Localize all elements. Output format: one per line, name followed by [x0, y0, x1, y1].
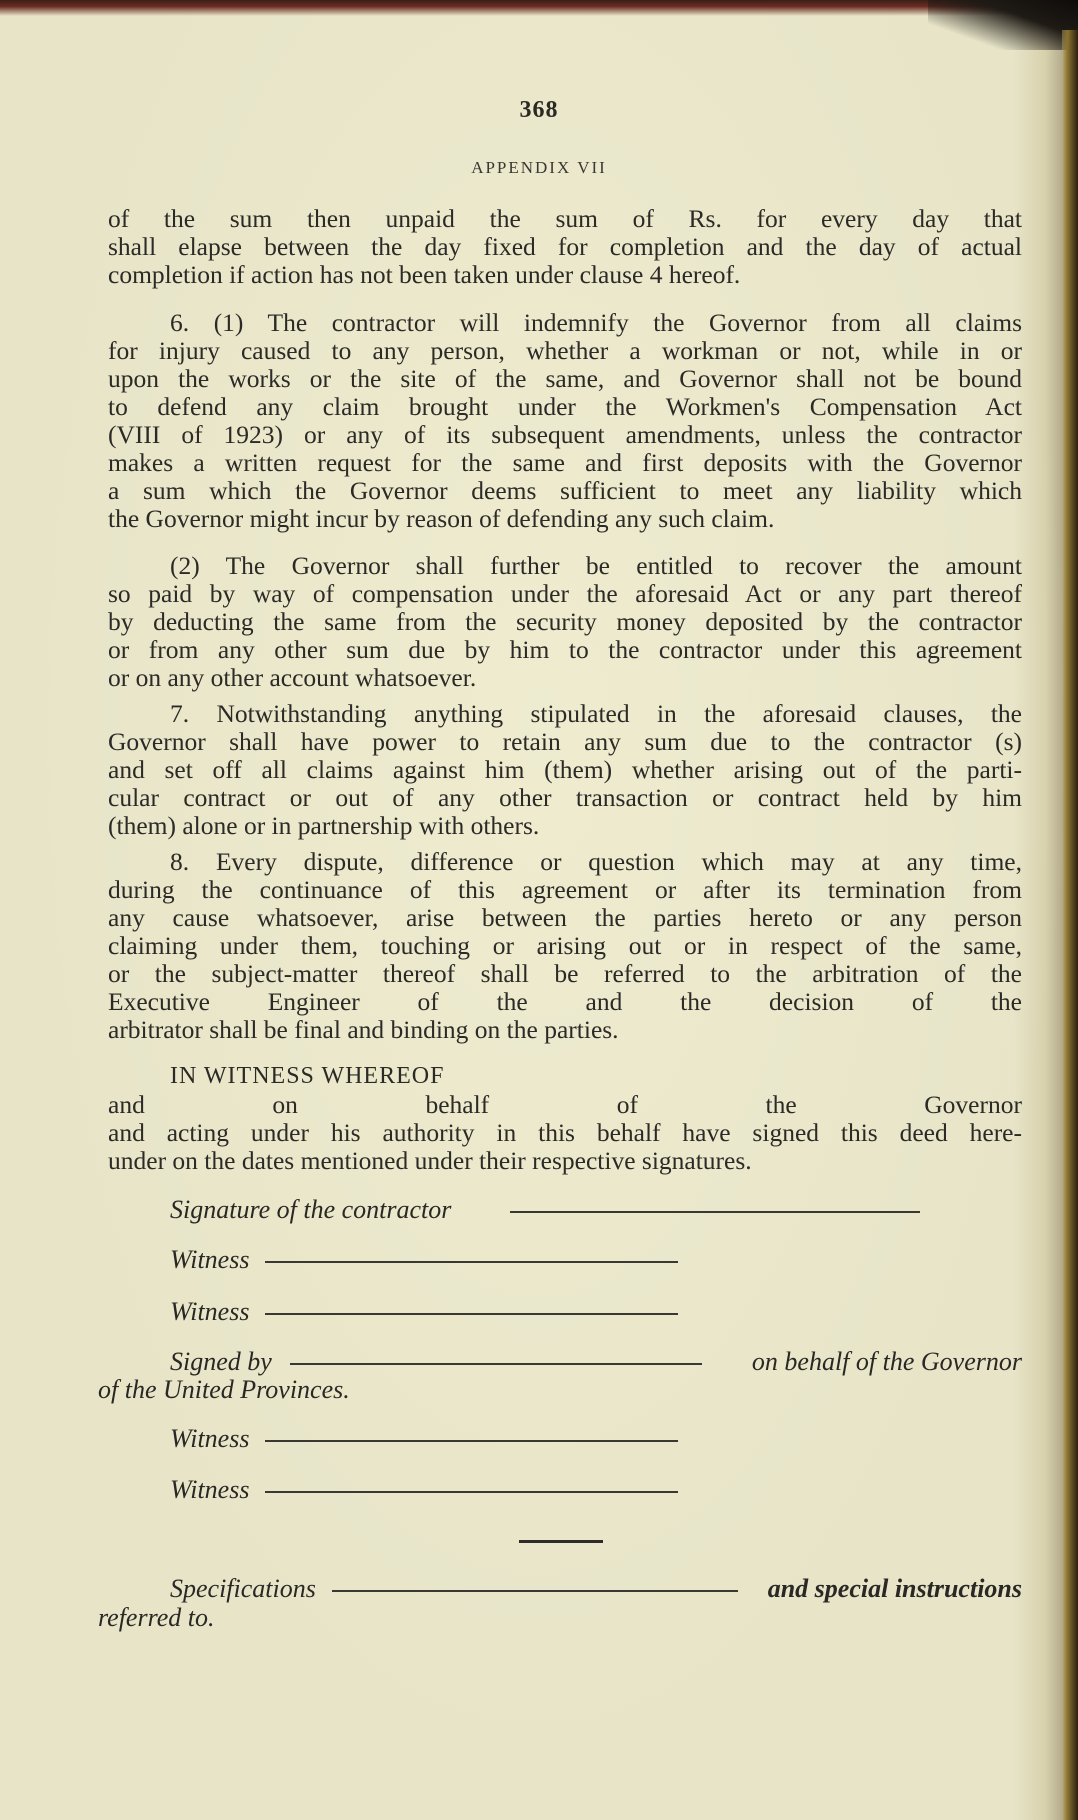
specifications-line	[332, 1590, 738, 1592]
clause-6-1-first-line: 6. (1) The contractor will indemnify the Governor from all claims	[170, 308, 1022, 337]
signed-by-label: Signed by	[170, 1347, 272, 1376]
witness-label: Witness	[170, 1475, 250, 1504]
text-line: (VIII of 1923) or any of its subsequent amendments, unless the contractor	[108, 420, 1022, 449]
running-head: APPENDIX VII	[471, 158, 607, 177]
text-line: during the continuance of this agreement or after its termination from	[108, 875, 1022, 904]
page-corner-shadow	[928, 0, 1078, 50]
text-line: so paid by way of compensation under the aforesaid Act or any part thereof	[108, 579, 1022, 608]
witness-signature-line	[265, 1313, 678, 1315]
text-line: makes a written request for the same and first deposits with the Governor	[108, 448, 1022, 477]
contractor-signature-label: Signature of the contractor	[170, 1195, 452, 1224]
clause-8-first-line: 8. Every dispute, difference or question which may at any time,	[170, 847, 1022, 876]
page-number: 368	[519, 97, 559, 123]
referred-to-label: referred to.	[98, 1603, 215, 1632]
section-divider	[519, 1540, 603, 1543]
text-line: and on behalf of the Governor	[108, 1090, 1022, 1119]
witness-signature-line	[265, 1491, 678, 1493]
text-line: by deducting the same from the security money deposited by the contractor	[108, 607, 1022, 636]
text-line: to defend any claim brought under the Workmen's Compensation Act	[108, 392, 1022, 421]
text-line: completion if action has not been taken under clause 4 hereof.	[108, 260, 741, 289]
text-line: a sum which the Governor deems sufficient to meet any liability which	[108, 476, 1022, 505]
text-line: cular contract or out of any other transaction or contract held by him	[108, 783, 1022, 812]
text-line: shall elapse between the day fixed for completion and the day of actual	[108, 232, 1022, 261]
text-line: or from any other sum due by him to the contractor under this agreement	[108, 635, 1022, 664]
witness-signature-line	[265, 1261, 678, 1263]
page-top-edge	[0, 0, 1078, 16]
contractor-signature-line	[510, 1211, 920, 1213]
specifications-label: Specifications	[170, 1574, 316, 1603]
clause-6-2-first-line: (2) The Governor shall further be entitled to recover the amount	[170, 551, 1022, 580]
text-line: or on any other account whatsoever.	[108, 663, 477, 692]
page-binding-edge	[1062, 30, 1078, 1820]
text-line: under on the dates mentioned under their respective signatures.	[108, 1146, 752, 1175]
witness-label: Witness	[170, 1297, 250, 1326]
text-line: Governor shall have power to retain any sum due to the contractor (s)	[108, 727, 1022, 756]
text-line: (them) alone or in partnership with others.	[108, 811, 540, 840]
witness-label: Witness	[170, 1424, 250, 1453]
text-line: of the sum then unpaid the sum of Rs. for every day that	[108, 204, 1022, 233]
signed-by-line	[290, 1363, 702, 1365]
text-line: and acting under his authority in this behalf have signed this deed here-	[108, 1118, 1022, 1147]
text-line: claiming under them, touching or arising out or in respect of the same,	[108, 931, 1022, 960]
witness-label: Witness	[170, 1245, 250, 1274]
on-behalf-label: on behalf of the Governor	[751, 1347, 1022, 1376]
text-line: for injury caused to any person, whether a workman or not, while in or	[108, 336, 1022, 365]
text-line: the Governor might incur by reason of defending any such claim.	[108, 504, 775, 533]
united-provinces-label: of the United Provinces.	[98, 1375, 350, 1404]
special-instructions-label: and special instructions	[767, 1574, 1022, 1603]
text-line: and set off all claims against him (them) whether arising out of the parti-	[108, 755, 1022, 784]
text-line: upon the works or the site of the same, and Governor shall not be bound	[108, 364, 1022, 393]
witness-heading: IN WITNESS WHEREOF	[170, 1063, 445, 1089]
text-line: arbitrator shall be final and binding on the parties.	[108, 1015, 619, 1044]
text-line: Executive Engineer of the and the decision of the	[108, 987, 1022, 1016]
text-line: or the subject-matter thereof shall be referred to the arbitration of the	[108, 959, 1022, 988]
clause-7-first-line: 7. Notwithstanding anything stipulated in the aforesaid clauses, the	[170, 699, 1022, 728]
text-line: any cause whatsoever, arise between the parties hereto or any person	[108, 903, 1022, 932]
witness-signature-line	[265, 1440, 678, 1442]
